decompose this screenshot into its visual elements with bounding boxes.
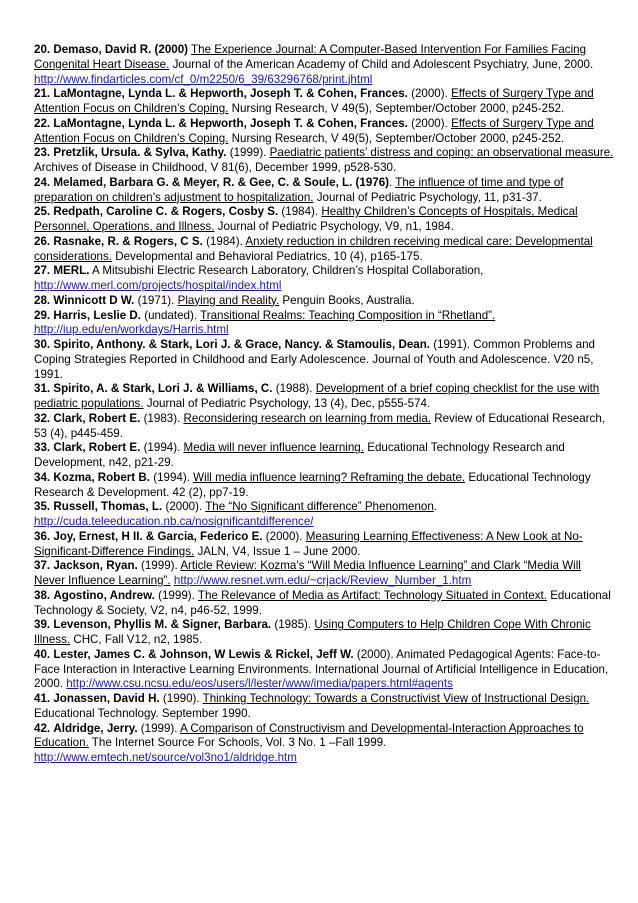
reference-number: 35. [34,500,51,514]
reference-author: Spirito, A. & Stark, Lori J. & Williams, C. [53,382,273,396]
reference-text: (1994). [140,441,184,455]
reference-text: (2000). [162,500,206,514]
reference-text: (2000). Animated Pedagogical Agents: Face-to-Face Interaction in Interactive Learning Environments. International Journal of Artificial Intelligence in Education, 2000. [34,647,609,691]
reference-number: 33. [34,441,51,455]
reference-title: Will media influence learning? Reframing the debate. [193,470,466,484]
reference-title: Transitional Realms: Teaching Composition in “Rhetland”. [200,308,496,322]
reference-title: Anxiety reduction in children receiving medical care: Developmental considerations. [34,234,593,263]
reference-author: Jonassen, David H. [53,692,160,705]
reference-item [34,441,614,471]
reference-title: Effects of Surgery Type and Attention Focus on Children’s Coping. [34,87,594,115]
reference-item [34,412,614,442]
reference-link[interactable]: http://www.merl.com/projects/hospital/index.html [34,279,282,292]
reference-item [34,309,614,339]
reference-number: 28. [34,293,51,307]
reference-text: (1999). [137,559,181,573]
reference-item [34,648,614,692]
reference-number: 40. [34,647,51,661]
reference-author: Pretzlik, Ursula. & Sylva, Kathy. [53,146,227,160]
reference-link[interactable]: http://www.csu.ncsu.edu/eos/users/l/lester/www/imedia/papers.html#agents [66,677,453,691]
reference-link[interactable]: http://iup.edu/en/workdays/Harris.html [34,323,229,337]
reference-number: 29. [34,308,51,322]
reference-author: Russell, Thomas, L. [53,500,163,514]
reference-number: 42. [34,721,51,735]
reference-text: (1984). [278,205,322,219]
reference-title: Effects of Surgery Type and Attention Focus on Children’s Coping. [34,116,594,145]
reference-author: Jackson, Ryan. [53,559,138,573]
reference-author: Lester, James C. & Johnson, W Lewis & Rickel, Jeff W. [53,647,354,661]
reference-text: (1994). [149,470,194,484]
reference-author: MERL. [53,264,90,278]
reference-text: . [433,500,438,514]
reference-number: 34. [34,470,51,484]
reference-text: (2000). [262,529,306,543]
reference-item [34,146,614,176]
reference-author: Rasnake, R. & Rogers, C S. [53,234,203,248]
reference-text: Educational Technology Research & Development. 42 (2), pp7-19. [34,470,591,499]
reference-author: LaMontagne, Lynda L. & Hepworth, Joseph T. & Cohen, Frances. [53,116,408,130]
reference-text: Journal of the American Academy of Child and Adolescent Psychiatry, June, 2000. [169,57,594,71]
reference-text: (1971). [134,293,178,307]
reference-number: 22. [34,116,51,130]
reference-text: (1983). [140,411,184,425]
reference-number: 23. [34,146,51,160]
reference-item [34,117,614,147]
reference-author: Melamed, Barbara G. & Meyer, R. & Gee, C. & Soule, L. (1976) [53,175,390,189]
reference-item [34,264,614,294]
reference-title: Media will never influence learning. [183,441,364,455]
reference-number: 30. [34,338,51,351]
reference-item [34,294,614,309]
reference-number: 20. [34,43,51,56]
reference-title: The influence of time and type of preparation on children’s adjustment to hospitalization. [34,175,564,204]
reference-title: Playing and Reality. [177,293,280,307]
reference-item [34,43,614,87]
reference-text: Review of Educational Research, 53 (4), p445-459. [34,411,605,440]
reference-item [34,205,614,235]
reference-author: Levenson, Phyllis M. & Signer, Barbara. [53,618,272,632]
reference-item [34,87,614,117]
reference-number: 41. [34,692,51,705]
reference-item [34,589,614,619]
reference-number: 38. [34,588,51,602]
reference-title: Reconsidering research on learning from media. [183,411,431,425]
reference-title: The Relevance of Media as Artifact: Technology Situated in Context. [197,588,547,602]
reference-item [34,338,614,382]
reference-number: 39. [34,618,51,632]
reference-item [34,559,614,589]
reference-text: (1999). [226,146,270,160]
reference-number: 25. [34,205,51,219]
reference-text: (2000). [407,87,452,101]
reference-text: Journal of Pediatric Psychology, 13 (4), Dec, p555-574. [143,397,431,410]
reference-title: A Comparison of Constructivism and Developmental-Interaction Approaches to Education. [34,721,584,750]
reference-link[interactable]: http://www.findarticles.com/cf_0/m2250/6_39/63296768/print.jhtml [34,72,373,86]
reference-number: 26. [34,234,51,248]
reference-list [34,43,614,766]
reference-title: Article Review: Kozma’s “Will Media Influence Learning” and Clark “Media Will Never Influence Learning”. [34,559,581,587]
reference-text: (1985). [271,618,315,632]
reference-author: Agostino, Andrew. [53,588,155,602]
reference-item [34,618,614,648]
reference-number: 36. [34,529,51,543]
reference-number: 32. [34,411,51,425]
reference-author: Clark, Robert E. [53,441,141,455]
reference-title: The Experience Journal: A Computer-Based Intervention For Families Facing Congenital Heart Disease. [34,43,587,71]
reference-text: (1991). Common Problems and Coping Strategies Reported in Childhood and Early Adolescence. Journal of Youth and Adolescence. V20 n5, 1991. [34,338,595,381]
reference-item [34,235,614,265]
reference-text: (1988). [272,382,316,396]
reference-text: Archives of Disease in Childhood, V 81(6), December 1999, p528-530. [34,161,397,174]
reference-title: Paediatric patients’ distress and coping: an observational measure. [269,146,614,160]
reference-author: Spirito, Anthony. & Stark, Lori J. & Grace, Nancy. & Stamoulis, Dean. [53,338,431,351]
reference-text: Developmental and Behavioral Pediatrics, 10 (4), p165-175. [111,249,423,263]
reference-item [34,176,614,206]
reference-text: (1999). [137,721,181,735]
reference-number: 31. [34,382,51,396]
reference-text: Journal of Pediatric Psychology, V9, n1, 1984. [214,220,454,233]
reference-title: Thinking Technology: Towards a Constructivist View of Instructional Design. [202,692,590,705]
reference-item [34,382,614,412]
reference-author: Demaso, David R. (2000) [53,43,189,56]
reference-text: (1990). [159,692,203,705]
reference-text: (1999). [154,588,198,602]
reference-author: Redpath, Caroline C. & Rogers, Cosby S. [53,205,279,219]
reference-author: Aldridge, Jerry. [53,721,138,735]
reference-link[interactable]: http://www.resnet.wm.edu/~crjack/Review_Number_1.htm [173,574,472,587]
reference-number: 21. [34,87,51,101]
reference-text: (2000). [407,116,452,130]
reference-text: (undated). [141,308,201,322]
reference-text: A Mitsubishi Electric Research Laboratory, Children’s Hospital Collaboration, [89,264,484,278]
reference-author: Harris, Leslie D. [53,308,141,322]
reference-title: Healthy Children’s Concepts of Hospitals, Medical Personnel, Operations, and Illness. [34,205,578,233]
reference-text: Educational Technology Research and Development, n42, p21-29. [34,441,565,469]
reference-item [34,500,614,530]
reference-number: 37. [34,559,51,573]
reference-text: Educational Technology. September 1990. [34,706,251,720]
reference-item [34,722,614,766]
reference-link[interactable]: http://www.emtech.net/source/vol3no1/aldridge.htm [34,751,297,764]
reference-text: Nursing Research, V 49(5), September/October 2000, p245-252. [228,102,565,115]
reference-text: Penguin Books, Australia. [279,293,415,307]
reference-title: Development of a brief coping checklist for the use with pediatric populations. [34,382,600,410]
reference-text: (1984). [202,234,246,248]
reference-title: Measuring Learning Effectiveness: A New Look at No-Significant-Difference Findings. [34,529,583,558]
reference-author: Winnicott D W. [53,293,135,307]
reference-text: Educational Technology & Society, V2, n4, p46-52, 1999. [34,588,611,617]
reference-link[interactable]: http://cuda.teleeducation.nb.ca/nosignificantdifference/ [34,515,314,528]
reference-author: Kozma, Robert B. [53,470,150,484]
reference-text: The Internet Source For Schools, Vol. 3 No. 1 –Fall 1999. [88,736,387,750]
reference-title: Using Computers to Help Children Cope With Chronic Illness. [34,618,591,646]
reference-author: LaMontagne, Lynda L. & Hepworth, Joseph T. & Cohen, Frances. [53,87,408,101]
reference-text: JALN, V4, Issue 1 – June 2000. [194,544,361,558]
reference-title: The “No Significant difference” Phenomenon [205,500,434,514]
reference-text: Nursing Research, V 49(5), September/October 2000, p245-252. [228,131,565,145]
reference-number: 27. [34,264,51,278]
reference-text: Journal of Pediatric Psychology, 11, p31-37. [313,190,542,204]
reference-author: Joy, Ernest, H II. & Garcia, Federico E. [53,529,263,543]
reference-number: 24. [34,175,51,189]
reference-author: Clark, Robert E. [53,411,141,425]
reference-text: . [389,175,396,189]
reference-item [34,692,614,722]
reference-text: CHC, Fall V12, n2, 1985. [70,633,203,646]
reference-item [34,530,614,560]
reference-item [34,471,614,501]
